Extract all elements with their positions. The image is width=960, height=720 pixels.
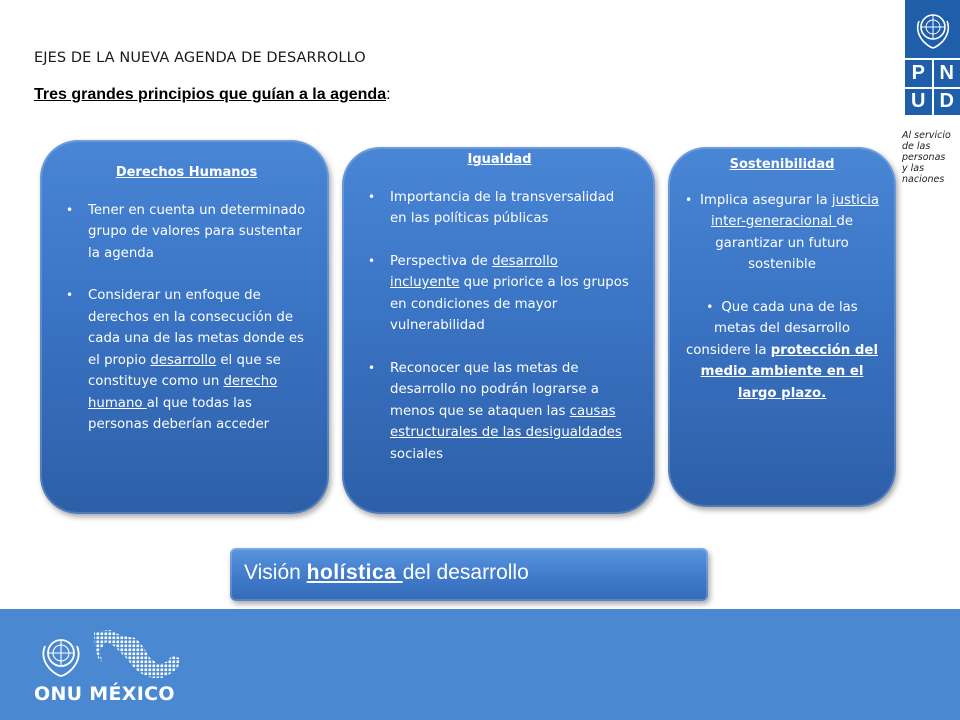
un-emblem-icon — [905, 0, 960, 58]
subtitle-colon: : — [386, 86, 391, 103]
highlight-text: desarrollo — [150, 352, 217, 368]
bullet-list — [66, 200, 307, 436]
bullet-text: el que se constituye como un — [88, 352, 281, 389]
bullet-item — [368, 358, 631, 466]
vision-text: del desarrollo — [402, 561, 529, 584]
footer-brand: ONU MÉXICO — [34, 683, 175, 705]
card-title: Derechos Humanos — [115, 165, 258, 180]
highlight-text: desarrollo incluyente — [390, 253, 558, 290]
bullet-text: sociales — [390, 446, 444, 462]
vision-text: Visión — [244, 561, 307, 584]
vision-banner — [230, 548, 708, 601]
card-title: Sostenibilidad — [729, 157, 835, 172]
undp-letter: P — [905, 60, 932, 87]
subtitle-text: Tres grandes principios que guían a la agenda — [34, 86, 387, 103]
tagline-line: de las personas — [902, 141, 946, 163]
bullet-text: Reconocer que las metas de desarrollo no podrán lograrse a menos que se ataquen las — [390, 360, 599, 419]
undp-letter: N — [934, 60, 960, 87]
mexico-map-icon — [92, 628, 182, 684]
undp-letters — [905, 60, 960, 115]
undp-tagline — [902, 130, 960, 185]
bullet-list — [684, 190, 880, 405]
bullet-item — [684, 190, 880, 276]
card-sostenibilidad — [668, 147, 896, 507]
bullet-text: Perspectiva de — [390, 253, 493, 269]
bullet-list — [368, 187, 631, 466]
highlight-text: causas estructurales de las desigualdades — [390, 403, 622, 440]
bullet-text: Que cada una de las metas del desarrollo considere la — [685, 299, 858, 358]
card-derechos-humanos — [40, 140, 329, 514]
vision-emphasis: holística — [306, 561, 403, 584]
highlight-text: justicia inter-generacional — [710, 192, 880, 229]
bullet-item — [368, 251, 631, 337]
highlight-text: protección del medio ambiente en el largo plazo. — [700, 342, 878, 401]
card-igualdad — [342, 147, 655, 514]
tagline-line: Al servicio — [902, 130, 951, 141]
undp-letter: U — [905, 89, 932, 116]
bullet-text: al que todas las personas deberían acceder — [88, 395, 270, 432]
bullet-item — [684, 297, 880, 405]
bullet-item — [66, 285, 307, 436]
slide-title: EJES DE LA NUEVA AGENDA DE DESARROLLO — [34, 50, 366, 66]
un-emblem-icon — [36, 630, 86, 680]
bullet-item: • Tener en cuenta un determinado grupo de valores para sustentar la agenda — [66, 200, 307, 265]
bullet-text: Implica asegurar la — [700, 192, 832, 208]
bullet-text: de garantizar un futuro sostenible — [715, 214, 854, 272]
highlight-text: derecho humano — [88, 374, 278, 411]
bullet-text: Considerar un enfoque de derechos en la consecución de cada una de las metas donde es el propio — [88, 288, 304, 368]
undp-letter: D — [934, 89, 960, 116]
tagline-line: y las naciones — [902, 163, 945, 185]
card-title: Igualdad — [467, 152, 532, 167]
bullet-item: • Importancia de la transversalidad en las políticas públicas — [368, 187, 631, 230]
slide-subtitle — [34, 86, 391, 104]
bullet-text: que priorice a los grupos en condiciones de mayor vulnerabilidad — [390, 275, 629, 333]
